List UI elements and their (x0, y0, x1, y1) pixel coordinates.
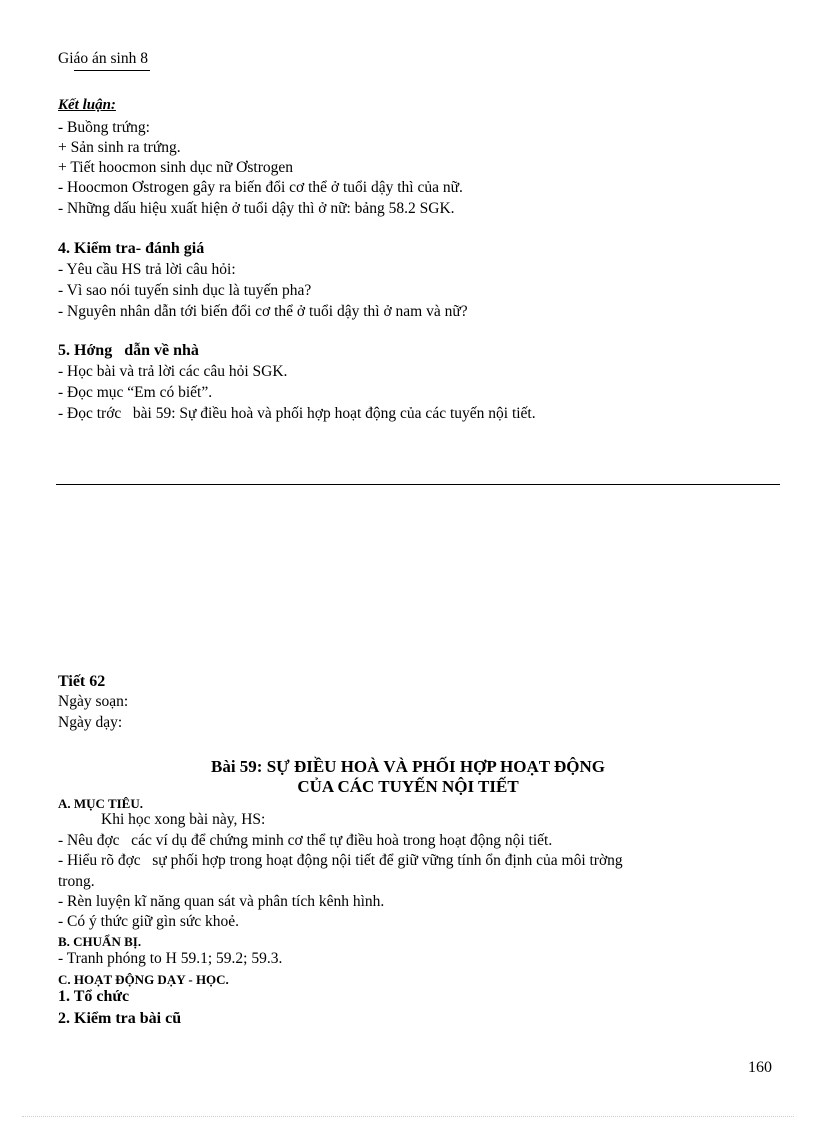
sectionA-line: - Hiểu rõ đợc sự phối hợp trong hoạt động nội tiết để giữ vững tính ổn định của môi trờng (58, 852, 623, 869)
page-number: 160 (748, 1059, 772, 1076)
section5-line: - Đọc trớc bài 59: Sự điều hoà và phối hợp hoạt động của các tuyến nội tiết. (58, 405, 536, 422)
section5-line: - Đọc mục “Em có biết”. (58, 384, 213, 401)
conclusion-line: - Buồng trứng: (58, 119, 150, 136)
conclusion-line: - Hoocmon Ơstrogen gây ra biến đổi cơ thể ở tuổi dậy thì của nữ. (58, 179, 463, 196)
sectionA-line: - Có ý thức giữ gìn sức khoẻ. (58, 913, 240, 930)
page-header: Giáo án sinh 8 (58, 50, 148, 67)
sectionA-intro: Khi học xong bài này, HS: (101, 811, 266, 828)
prep-date-label: Ngày soạn: (58, 693, 129, 710)
sectionC-sub2: 2. Kiểm tra bài cũ (58, 1010, 182, 1027)
sectionA-line: trong. (58, 873, 95, 890)
sectionC-sub1: 1. Tổ chức (58, 988, 130, 1005)
conclusion-line: + Sản sinh ra trứng. (58, 139, 181, 156)
sectionB-line: - Tranh phóng to H 59.1; 59.2; 59.3. (58, 950, 283, 967)
sectionC-heading: C. HOẠT ĐỘNG DẠY - HỌC. (58, 972, 229, 987)
section4-line: - Nguyên nhân dẫn tới biến đổi cơ thể ở tuổi dậy thì ở nam và nữ? (58, 303, 468, 320)
section4-line: - Vì sao nói tuyến sinh dục là tuyến pha? (58, 282, 312, 299)
section5-heading: 5. Hớng dẫn về nhà (58, 342, 199, 359)
sectionB-heading: B. CHUẨN BỊ. (58, 934, 142, 949)
conclusion-heading: Kết luận: (58, 97, 116, 113)
section-divider (56, 484, 780, 485)
sectionA-line: - Rèn luyện kĩ năng quan sát và phân tích kênh hình. (58, 893, 385, 910)
section5-line: - Học bài và trả lời các câu hỏi SGK. (58, 363, 288, 380)
conclusion-line: - Những dấu hiệu xuất hiện ở tuổi dậy thì ở nữ: bảng 58.2 SGK. (58, 200, 455, 217)
header-underline (74, 70, 150, 71)
footer-border (22, 1116, 794, 1117)
section4-line: - Yêu cầu HS trả lời câu hỏi: (58, 261, 236, 278)
lesson-title-line1: Bài 59: SỰ ĐIỀU HOÀ VÀ PHỐI HỢP HOẠT ĐỘNG (210, 757, 606, 776)
sectionA-line: - Nêu đợc các ví dụ để chứng minh cơ thể tự điều hoà trong hoạt động nội tiết. (58, 832, 553, 849)
period-label: Tiết 62 (58, 673, 106, 690)
teach-date-label: Ngày dạy: (58, 714, 123, 731)
sectionA-heading: A. MỤC TIÊU. (58, 796, 143, 811)
conclusion-line: + Tiết hoocmon sinh dục nữ Ơstrogen (58, 159, 294, 176)
section4-heading: 4. Kiểm tra- đánh giá (58, 240, 205, 257)
lesson-title-line2: CỦA CÁC TUYẾN NỘI TIẾT (297, 777, 519, 796)
